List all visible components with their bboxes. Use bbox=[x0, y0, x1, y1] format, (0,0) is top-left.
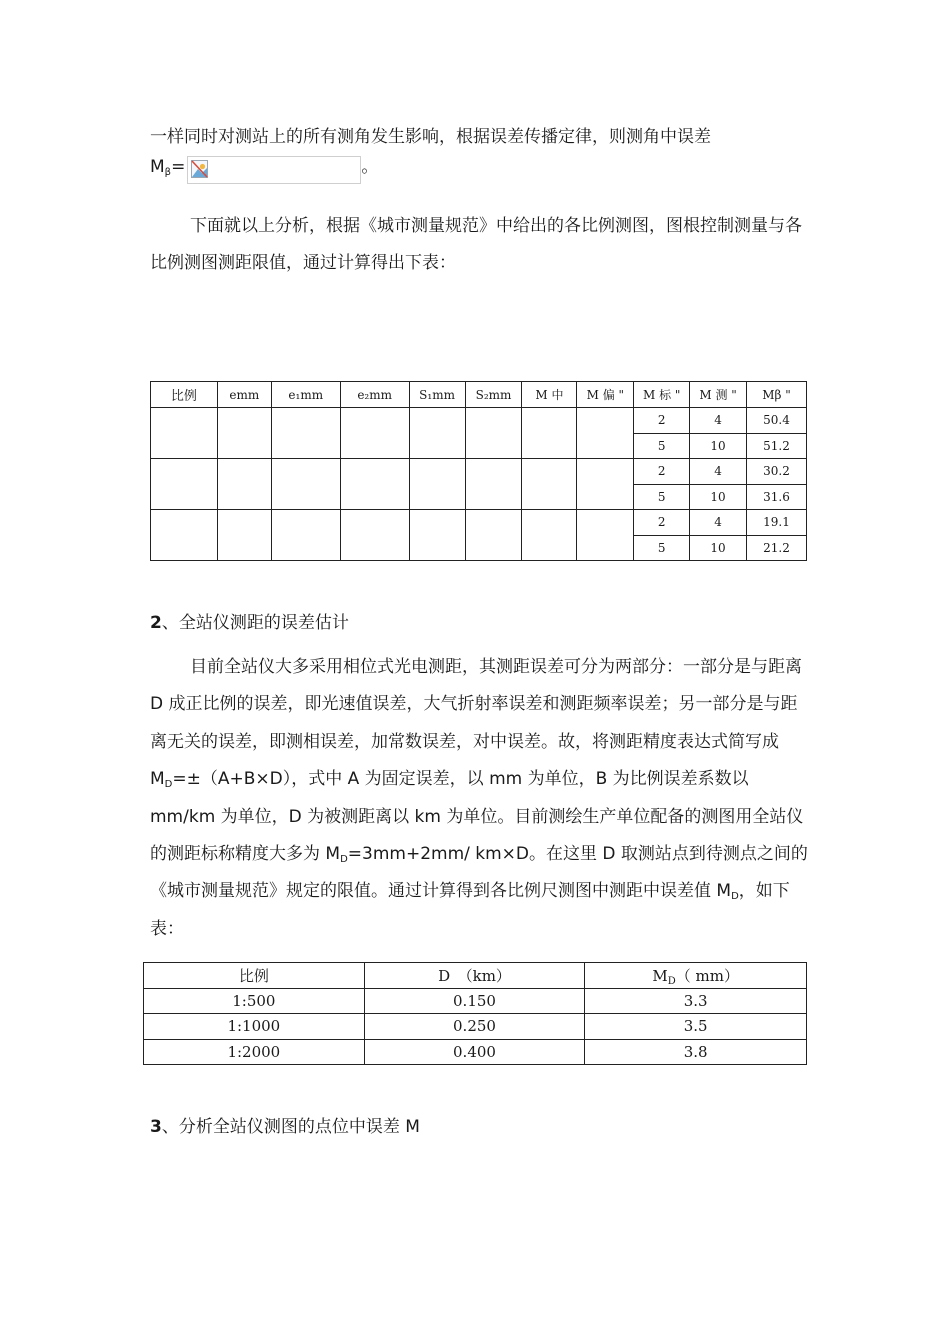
cell-m-mark: 2 bbox=[634, 408, 690, 434]
section-heading-2: 2、全站仪测距的误差估计 bbox=[150, 613, 349, 633]
cell-distance: 0.250 bbox=[364, 1014, 585, 1040]
header-m-mark: M 标 " bbox=[634, 382, 690, 408]
paragraph-1-line-1: 一样同时对测站上的所有测角发生影响，根据误差传播定律，则测角中误差 bbox=[150, 127, 711, 147]
cell-distance: 0.150 bbox=[364, 988, 585, 1014]
cell-md: 3.3 bbox=[585, 988, 807, 1014]
header-s1: S₁mm bbox=[409, 382, 465, 408]
cell-md: 3.5 bbox=[585, 1014, 807, 1040]
broken-image-icon bbox=[191, 160, 208, 178]
paragraph-3: 目前全站仪大多采用相位式光电测距，其测距误差可分为两部分：一部分是与距离 D 成正比例的误差，即光速值误差，大气折射率误差和测距频率误差；另一部分是与距离无关的误差，即测相误差，加常数误差，对中误差。故，将测距精度表达式简写成 $M_D=\pm(A+B\times D)$，式中 A 为固定误差，以 mm 为单位，B 为比例误差系数以 mm/km 为单位，D 为被测距离以 km 为单位。目前测绘生产单位配备的测图用全站仪的测距标称精度大多为 $M_D=3mm+2mm/$ km×D。在这里 D 取测站点到待测点之间的《城市测量规范》规定的限值。通过计算得到各比例尺测图中测距中误差值 $M_D$，如下表： bbox=[150, 657, 808, 939]
header-e1: e₁mm bbox=[271, 382, 340, 408]
cell-m-measure: 4 bbox=[690, 408, 747, 434]
cell-m-measure: 4 bbox=[690, 459, 747, 485]
paragraph-1-line-2: $M_\beta=$ 。 bbox=[150, 153, 810, 184]
distance-error-table bbox=[143, 962, 807, 1065]
table-header-row bbox=[151, 382, 807, 408]
cell-m-beta: 50.4 bbox=[747, 408, 807, 434]
header-s2: S₂mm bbox=[465, 382, 522, 408]
cell-scale: 1:500 bbox=[144, 988, 365, 1014]
cell-m-measure: 4 bbox=[690, 510, 747, 536]
cell-scale: 1:1000 bbox=[144, 1014, 365, 1040]
cell-m-mark: 5 bbox=[634, 433, 690, 459]
header-scale: 比例 bbox=[151, 382, 218, 408]
table-row bbox=[144, 1014, 807, 1040]
cell-m-beta: 31.6 bbox=[747, 484, 807, 510]
header-m-beta: Mβ " bbox=[747, 382, 807, 408]
cell-m-mark: 2 bbox=[634, 510, 690, 536]
cell-m-mark: 2 bbox=[634, 459, 690, 485]
cell-m-beta: 51.2 bbox=[747, 433, 807, 459]
broken-image-placeholder bbox=[187, 156, 361, 184]
cell-m-mark: 5 bbox=[634, 535, 690, 561]
table-row bbox=[144, 988, 807, 1014]
cell-distance: 0.400 bbox=[364, 1039, 585, 1065]
cell-m-measure: 10 bbox=[690, 484, 747, 510]
header-distance: D （km） bbox=[364, 963, 585, 989]
cell-m-beta: 21.2 bbox=[747, 535, 807, 561]
cell-m-mark: 5 bbox=[634, 484, 690, 510]
table-row bbox=[151, 510, 807, 536]
header-md: $M_D$（ mm） bbox=[585, 963, 807, 989]
cell-m-beta: 30.2 bbox=[747, 459, 807, 485]
header-e: emm bbox=[217, 382, 271, 408]
paragraph-2: 下面就以上分析，根据《城市测量规范》中给出的各比例测图，图根控制测量与各比例测图测距限值，通过计算得出下表： bbox=[150, 216, 802, 273]
section-heading-3: 3、分析全站仪测图的点位中误差 M bbox=[150, 1117, 420, 1137]
header-e2: e₂mm bbox=[340, 382, 409, 408]
table-row bbox=[151, 459, 807, 485]
cell-m-measure: 10 bbox=[690, 433, 747, 459]
m-beta-symbol: $M_\beta$ bbox=[150, 157, 172, 178]
cell-m-beta: 19.1 bbox=[747, 510, 807, 536]
angle-error-table bbox=[150, 381, 807, 561]
cell-scale: 1:2000 bbox=[144, 1039, 365, 1065]
table-row bbox=[151, 408, 807, 434]
table-row bbox=[144, 1039, 807, 1065]
cell-m-measure: 10 bbox=[690, 535, 747, 561]
cell-md: 3.8 bbox=[585, 1039, 807, 1065]
header-m-center: M 中 bbox=[522, 382, 577, 408]
table-header-row bbox=[144, 963, 807, 989]
header-scale: 比例 bbox=[144, 963, 365, 989]
header-m-offset: M 偏 " bbox=[577, 382, 634, 408]
header-m-measure: M 测 " bbox=[690, 382, 747, 408]
paragraph-1 bbox=[150, 123, 810, 184]
